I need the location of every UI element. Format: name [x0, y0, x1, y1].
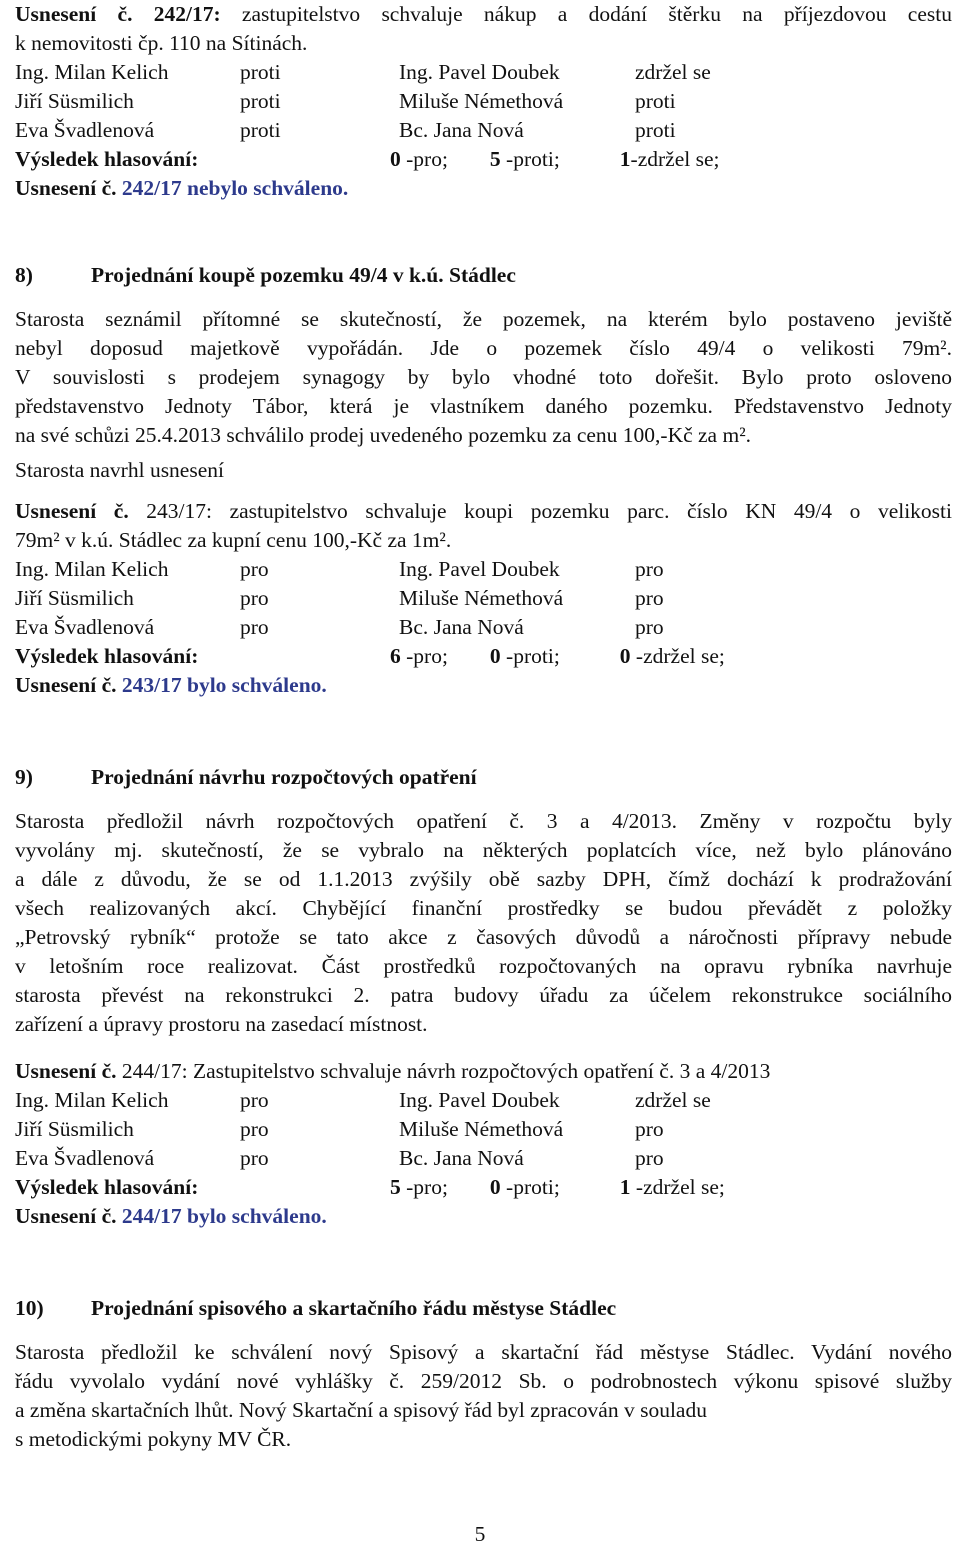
page-number: 5	[474, 1522, 486, 1546]
vote-row	[15, 1144, 952, 1173]
section-title: Projednání spisového a skartačního řádu městyse Stádlec	[91, 1296, 617, 1320]
label-proti: -proti;	[500, 147, 560, 171]
paragraph-line: Starosta seznámil přítomné se skutečností, že pozemek, na kterém bylo postaveno jeviště	[15, 307, 952, 331]
voter-name: Miluše Némethová	[399, 89, 564, 113]
vote-value: proti	[240, 118, 281, 142]
resolution-244-line1	[15, 1057, 952, 1086]
section-8-body	[15, 305, 952, 485]
paragraph-line: a dále z důvodu, že se od 1.1.2013 zvýšily obě sazby DPH, čímž dochází k prodražování	[15, 867, 952, 891]
paragraph-line: představenstvo Jednoty Tábor, která je vlastníkem daného pozemku. Představenstvo Jednoty	[15, 394, 952, 418]
vote-value: proti	[240, 89, 281, 113]
section-number: 10)	[15, 1296, 44, 1320]
paragraph-line: v letošním roce realizovat. Část prostředků rozpočtovaných na opravu rybníka navrhuje	[15, 954, 952, 978]
result-label: Výsledek hlasování:	[15, 147, 199, 171]
resolution-label: Usnesení č. 242/17:	[15, 2, 221, 26]
resolution-text: 244/17: Zastupitelstvo schvaluje návrh rozpočtových opatření č. 3 a 4/2013	[116, 1059, 771, 1083]
section-title: Projednání koupě pozemku 49/4 v k.ú. Stádlec	[91, 263, 516, 287]
vote-row	[15, 1086, 952, 1115]
label-zdrzel: -zdržel se;	[630, 147, 720, 171]
paragraph-line: V souvislosti s prodejem synagogy by bylo vhodné toto dořešit. Bylo proto osloveno	[15, 365, 952, 389]
label-proti: -proti;	[500, 644, 560, 668]
paragraph-line: všech realizovaných akcí. Chybějící finanční prostředky se budou převádět z položky	[15, 896, 952, 920]
voter-name: Ing. Pavel Doubek	[399, 60, 560, 84]
vote-table-244	[15, 1086, 952, 1173]
vote-value: pro	[240, 557, 269, 581]
resolution-243-outcome	[15, 671, 952, 700]
outcome-label: Usnesení č.	[15, 1204, 117, 1228]
result-tally	[390, 1173, 952, 1202]
voter-name: Eva Švadlenová	[15, 615, 155, 639]
count-proti: 5	[489, 147, 501, 171]
voter-name: Ing. Pavel Doubek	[399, 1088, 560, 1112]
voter-name: Bc. Jana Nová	[399, 1146, 524, 1170]
label-pro: -pro;	[400, 147, 448, 171]
vote-value: pro	[635, 615, 664, 639]
voter-name: Bc. Jana Nová	[399, 118, 524, 142]
vote-value: pro	[240, 615, 269, 639]
label-proti: -proti;	[500, 1175, 560, 1199]
section-8-heading	[15, 261, 952, 290]
paragraph-line: vyvolány mj. skutečností, že se vybralo na některých poplatcích více, než bylo plánováno	[15, 838, 952, 862]
section-9-body	[15, 807, 952, 1039]
resolution-243-line1	[15, 497, 952, 526]
resolution-244-outcome	[15, 1202, 952, 1231]
count-zdrzel: 0	[619, 644, 631, 668]
count-pro: 0	[390, 147, 401, 171]
vote-row	[15, 58, 952, 87]
label-pro: -pro;	[400, 644, 448, 668]
section-title: Projednání návrhu rozpočtových opatření	[91, 765, 477, 789]
voter-name: Ing. Milan Kelich	[15, 557, 169, 581]
vote-table-242	[15, 58, 952, 145]
vote-value: proti	[240, 60, 281, 84]
resolution-text: zastupitelstvo schvaluje nákup a dodání štěrku na příjezdovou cestu	[220, 2, 952, 26]
section-10-heading	[15, 1294, 952, 1323]
vote-result-242	[15, 145, 952, 174]
paragraph-line: s metodickými pokyny MV ČR.	[15, 1427, 292, 1451]
result-label: Výsledek hlasování:	[15, 644, 199, 668]
section-number: 9)	[15, 765, 33, 789]
result-label: Výsledek hlasování:	[15, 1175, 199, 1199]
label-zdrzel: -zdržel se;	[630, 1175, 725, 1199]
voter-name: Bc. Jana Nová	[399, 615, 524, 639]
section-10-body	[15, 1338, 952, 1454]
paragraph-line: Starosta předložil ke schválení nový Spisový a skartační řád městyse Stádlec. Vydání nového	[15, 1340, 952, 1364]
voter-name: Ing. Milan Kelich	[15, 1088, 169, 1112]
count-proti: 0	[489, 644, 501, 668]
result-tally	[390, 642, 952, 671]
vote-row	[15, 87, 952, 116]
proposal-line: Starosta navrhl usnesení	[15, 458, 224, 482]
vote-result-244	[15, 1173, 952, 1202]
count-pro: 5	[390, 1175, 401, 1199]
outcome-label: Usnesení č.	[15, 176, 117, 200]
voter-name: Jiří Süsmilich	[15, 586, 134, 610]
label-pro: -pro;	[400, 1175, 448, 1199]
section-number: 8)	[15, 263, 33, 287]
result-tally	[390, 145, 952, 174]
outcome-text: 244/17 bylo schváleno.	[116, 1204, 327, 1228]
voter-name: Miluše Némethová	[399, 586, 564, 610]
paragraph-line: nebyl doposud majetkově vypořádán. Jde o pozemek číslo 49/4 o velikosti 79m².	[15, 336, 952, 360]
vote-row	[15, 1115, 952, 1144]
vote-value: pro	[240, 1146, 269, 1170]
vote-value: pro	[240, 1117, 269, 1141]
count-zdrzel: 1	[619, 1175, 631, 1199]
resolution-text: 243/17: zastupitelstvo schvaluje koupi pozemku parc. číslo KN 49/4 o velikosti	[128, 499, 952, 523]
outcome-text: 243/17 bylo schváleno.	[116, 673, 327, 697]
resolution-label: Usnesení č.	[15, 1059, 117, 1083]
voter-name: Eva Švadlenová	[15, 118, 155, 142]
resolution-242-line1	[15, 0, 952, 29]
vote-row	[15, 555, 952, 584]
outcome-label: Usnesení č.	[15, 673, 117, 697]
vote-value: proti	[635, 89, 676, 113]
vote-value: pro	[635, 1117, 664, 1141]
vote-value: pro	[240, 586, 269, 610]
resolution-243-line2: 79m² v k.ú. Stádlec za kupní cenu 100,-Kč za 1m².	[15, 528, 452, 552]
resolution-242-outcome	[15, 174, 952, 203]
voter-name: Jiří Süsmilich	[15, 89, 134, 113]
vote-row	[15, 116, 952, 145]
vote-table-243	[15, 555, 952, 642]
vote-value: zdržel se	[635, 1088, 711, 1112]
voter-name: Eva Švadlenová	[15, 1146, 155, 1170]
paragraph-line: „Petrovský rybník“ protože se tato akce z časových důvodů a náročnosti přípravy nebude	[15, 925, 952, 949]
resolution-label: Usnesení č.	[15, 499, 129, 523]
outcome-text: 242/17 nebylo schváleno.	[116, 176, 349, 200]
vote-row	[15, 584, 952, 613]
vote-value: proti	[635, 118, 676, 142]
document-page	[15, 0, 952, 1454]
voter-name: Miluše Némethová	[399, 1117, 564, 1141]
vote-value: pro	[635, 1146, 664, 1170]
count-zdrzel: 1	[619, 147, 631, 171]
vote-row	[15, 613, 952, 642]
vote-value: pro	[240, 1088, 269, 1112]
paragraph-line: Starosta předložil návrh rozpočtových opatření č. 3 a 4/2013. Změny v rozpočtu byly	[15, 809, 952, 833]
count-pro: 6	[390, 644, 401, 668]
voter-name: Jiří Süsmilich	[15, 1117, 134, 1141]
voter-name: Ing. Milan Kelich	[15, 60, 169, 84]
paragraph-line: a změna skartačních lhůt. Nový Skartační a spisový řád byl zpracován v souladu	[15, 1398, 707, 1422]
paragraph-line: starosta převést na rekonstrukci 2. patra budovy úřadu za účelem rekonstrukce sociálního	[15, 983, 952, 1007]
paragraph-line: zařízení a úpravy prostoru na zasedací místnost.	[15, 1012, 428, 1036]
section-9-heading	[15, 763, 952, 792]
vote-value: zdržel se	[635, 60, 711, 84]
voter-name: Ing. Pavel Doubek	[399, 557, 560, 581]
resolution-242-line2: k nemovitosti čp. 110 na Sítinách.	[15, 31, 308, 55]
count-proti: 0	[489, 1175, 501, 1199]
vote-result-243	[15, 642, 952, 671]
paragraph-line: řádu vyvolalo vydání nové vyhlášky č. 259/2012 Sb. o podrobnostech výkonu spisové služby	[15, 1369, 952, 1393]
vote-value: pro	[635, 557, 664, 581]
label-zdrzel: -zdržel se;	[630, 644, 725, 668]
paragraph-line: na své schůzi 25.4.2013 schválilo prodej uvedeného pozemku za cenu 100,-Kč za m².	[15, 423, 752, 447]
vote-value: pro	[635, 586, 664, 610]
